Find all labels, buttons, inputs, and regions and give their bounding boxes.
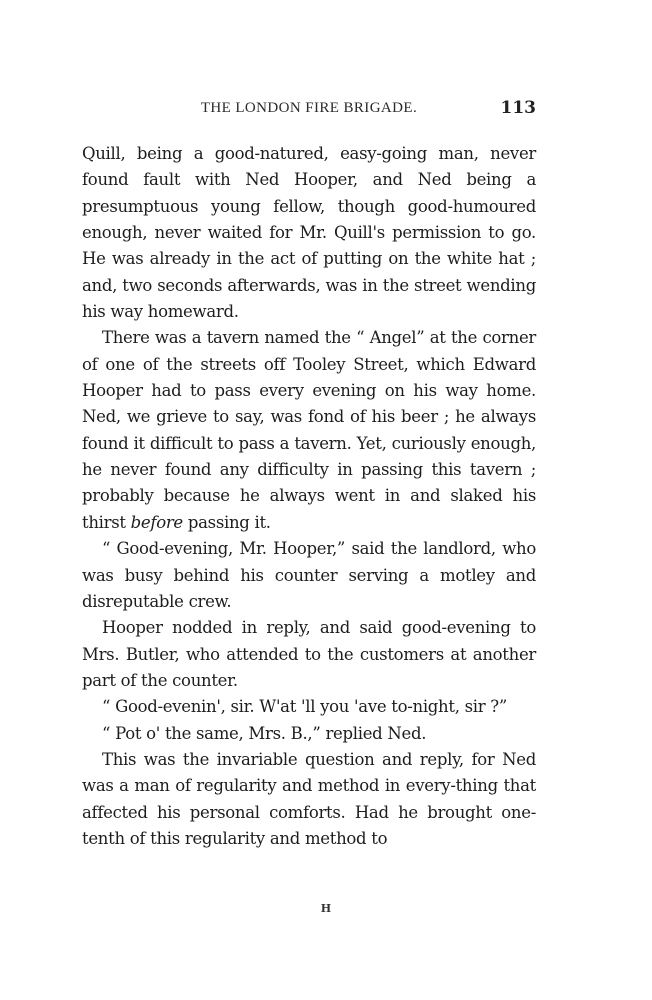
- paragraph-2-italic: before: [130, 512, 183, 532]
- paragraph-7: This was the invariable question and reply, for Ned was a man of regularity and method in every-thing that affected his personal comforts. Had he brought one-tenth of this regularity and method to: [82, 749, 536, 848]
- paragraph-1: Quill, being a good-natured, easy-going man, never found fault with Ned Hooper, and Ned being a presumptuous young fellow, though good-humoured enough, never waited for Mr. Quill's permission to go. He was already in the act of putting on the white hat ; and, two seconds afterwards, was in the street wending his way homeward.: [82, 144, 536, 322]
- running-title: THE LONDON FIRE BRIGADE.: [200, 100, 418, 116]
- paragraph-6: “ Pot o' the same, Mrs. B.,” replied Ned.: [102, 723, 427, 743]
- paragraph-2-tail: passing it.: [182, 512, 271, 532]
- signature-mark: H: [320, 902, 332, 915]
- paragraph-3: “ Good-evening, Mr. Hooper,” said the landlord, who was busy behind his counter serving a motley and disreputable crew.: [82, 539, 536, 611]
- paragraph-4: Hooper nodded in reply, and said good-evening to Mrs. Butler, who attended to the customers at another part of the counter.: [82, 618, 536, 690]
- paragraph-2-text: There was a tavern named the “ Angel” at the corner of one of the streets off Tooley Street, which Edward Hooper had to pass every evening on his way home. Ned, we grieve to say, was fond of his beer ; he always found it difficult to pass a tavern. Yet, curiously enough, he never found any difficulty in passing this tavern ; probably because he always went in and slaked his thirst: [82, 328, 536, 532]
- running-head: [82, 100, 536, 124]
- paragraph-5: “ Good-evenin', sir. W'at 'll you 'ave to-night, sir ?”: [102, 697, 507, 717]
- page-number: 113: [500, 98, 536, 118]
- body-text: [82, 141, 536, 852]
- paragraph-2: [82, 325, 536, 536]
